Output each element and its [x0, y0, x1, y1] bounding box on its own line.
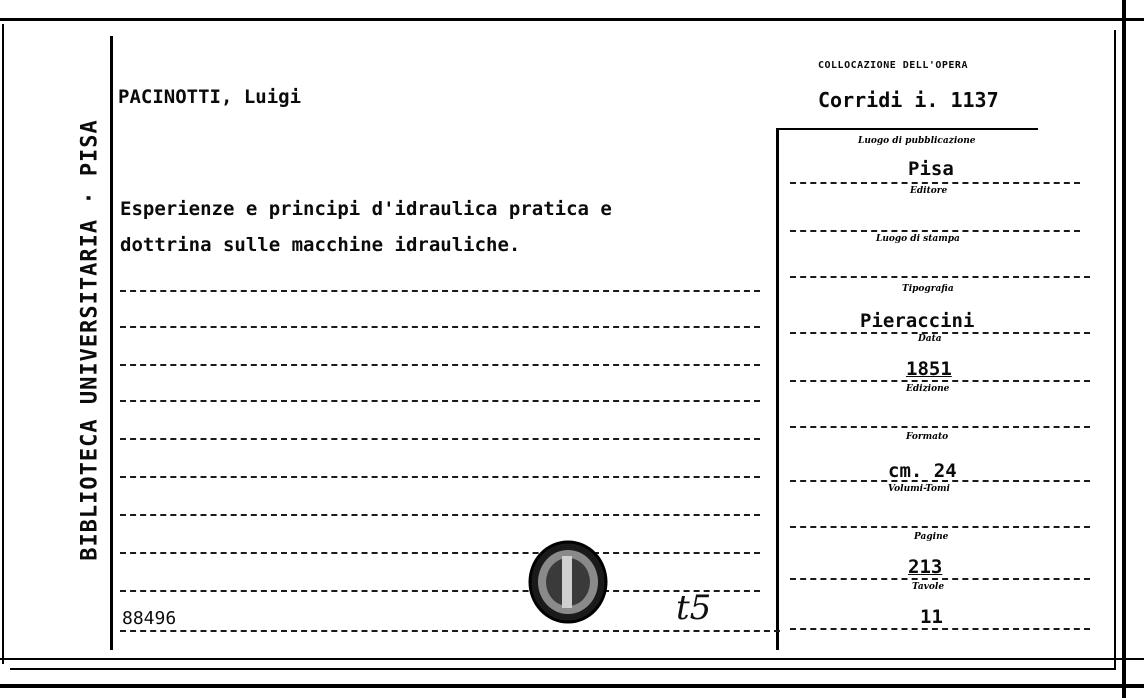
field-rule: [790, 628, 1090, 630]
field-label-date: Data: [918, 334, 942, 344]
card-left-border: [2, 24, 4, 664]
ruled-line: [120, 476, 760, 478]
right-column-top-rule: [776, 128, 1038, 130]
ruled-line: [120, 400, 760, 402]
field-value-pages: 213: [908, 556, 943, 578]
ruled-line: [120, 364, 760, 366]
field-label-plates: Tavole: [912, 582, 945, 592]
author-name: PACINOTTI, Luigi: [118, 86, 302, 108]
ruled-line: [120, 630, 780, 632]
title-line-2: dottrina sulle macchine idrauliche.: [120, 234, 521, 256]
field-label-volumes: Volumi-Tomi: [888, 484, 950, 494]
field-label-edition: Edizione: [906, 384, 950, 394]
field-rule: [790, 182, 1080, 184]
library-seal-icon: [528, 540, 608, 624]
field-value-printer: Pieraccini: [860, 310, 975, 332]
field-label-place-of-publication: Luogo di pubblicazione: [858, 136, 976, 146]
ruled-line: [120, 514, 760, 516]
field-label-publisher: Editore: [910, 186, 948, 196]
card-top-border: [0, 18, 1144, 21]
card-right-border-inner: [1114, 30, 1116, 670]
field-rule: [790, 578, 1090, 580]
field-rule: [790, 276, 1090, 278]
field-value-plates: 11: [920, 606, 943, 628]
field-rule: [790, 526, 1090, 528]
ruled-line: [120, 552, 760, 554]
title-line-1: Esperienze e principi d'idraulica pratica e: [120, 198, 612, 220]
handwritten-note: t5: [676, 588, 712, 628]
field-rule: [790, 332, 1090, 334]
ruled-line: [120, 326, 760, 328]
field-value-place-of-publication: Pisa: [908, 158, 954, 180]
field-rule: [790, 230, 1080, 232]
ruled-line: [120, 590, 760, 592]
field-label-format: Formato: [906, 432, 949, 442]
field-rule: [790, 426, 1090, 428]
field-label-printer: Tipografia: [902, 284, 954, 294]
field-value-date: 1851: [906, 358, 952, 380]
left-margin-line: [110, 36, 113, 650]
placement-header: COLLOCAZIONE DELL'OPERA: [818, 60, 968, 71]
card-right-border: [1122, 0, 1126, 698]
inventory-number: 88496: [122, 608, 177, 629]
card-bottom-inner-line: [10, 668, 1114, 670]
field-rule: [790, 380, 1090, 382]
field-rule: [790, 480, 1090, 482]
field-label-place-of-printing: Luogo di stampa: [876, 234, 960, 244]
shelfmark: Corridi i. 1137: [818, 88, 999, 112]
library-stamp: BIBLIOTECA UNIVERSITARIA · PISA: [77, 119, 103, 561]
field-value-format: cm. 24: [888, 460, 957, 482]
ruled-line: [120, 438, 760, 440]
ruled-line: [120, 290, 760, 292]
field-label-pages: Pagine: [914, 532, 949, 542]
bottom-rule: [0, 658, 1144, 660]
card-bottom-border: [0, 684, 1144, 688]
right-column-divider: [776, 128, 779, 650]
